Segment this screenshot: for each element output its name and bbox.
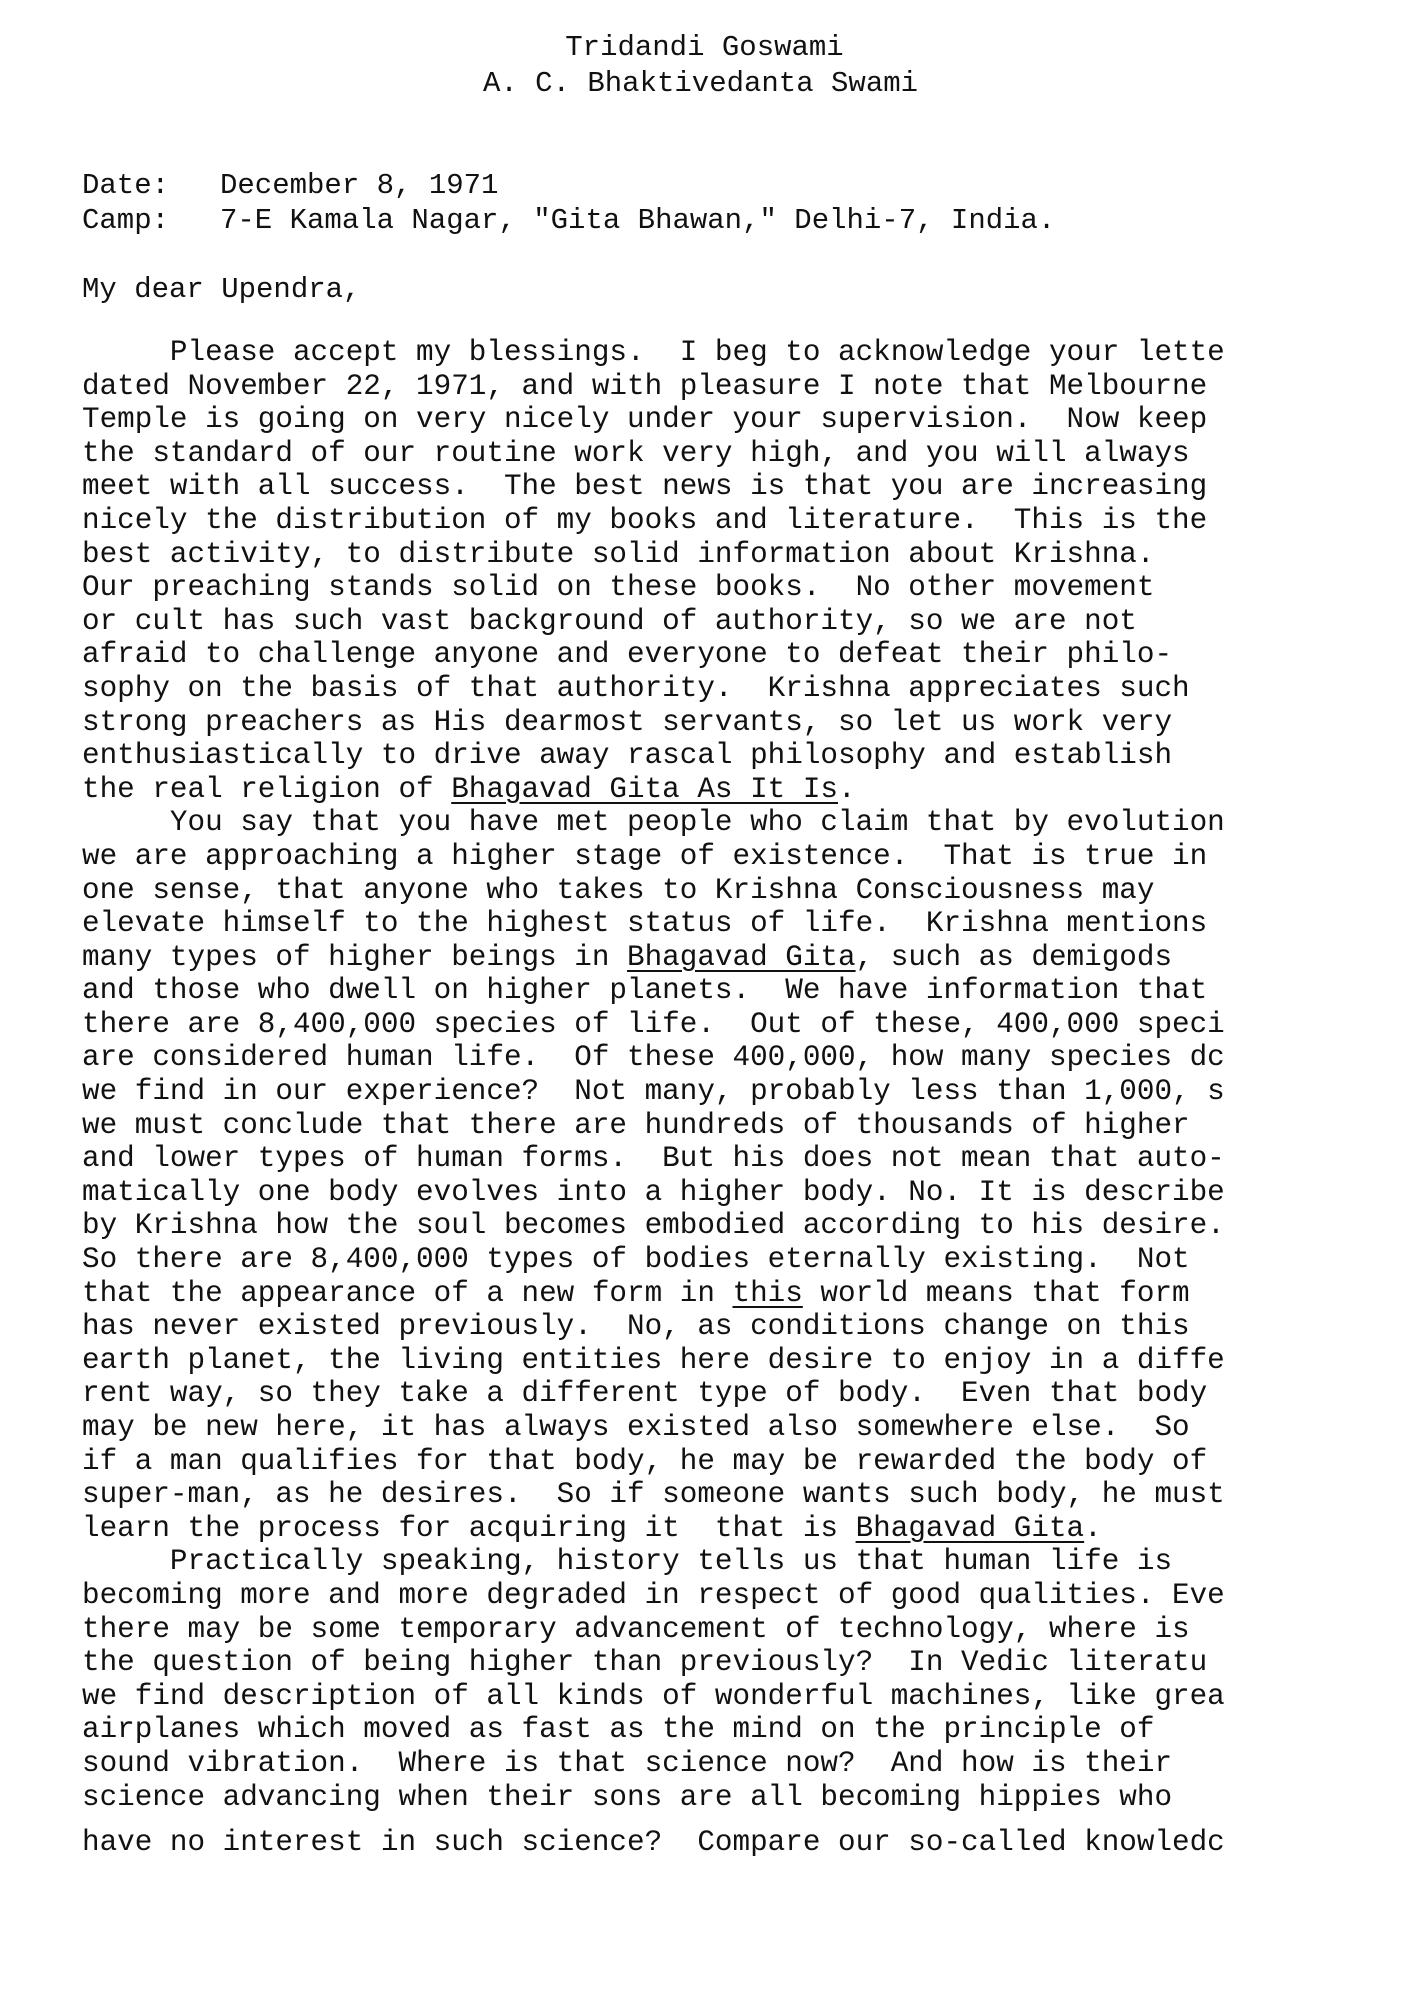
body-line: rent way, so they take a different type of body. Even that body [82,1377,1208,1411]
body-line: earth planet, the living entities here desire to enjoy in a diffe [82,1343,1225,1377]
body-line: strong preachers as His dearmost servants, so let us work very [82,705,1173,739]
body-line: dated November 22, 1971, and with pleasure I note that Melbourne [82,369,1208,403]
book-title-bgaii: Bhagavad Gita As It Is [451,772,838,806]
body-line [82,941,1401,975]
letterhead-title: Tridandi Goswami [565,31,844,64]
body-line: may be new here, it has always existed also somewhere else. So [82,1411,1190,1444]
body-line-text: learn the process for acquiring it that is [82,1511,856,1545]
body-line [82,1277,1401,1311]
body-line: meet with all success. The best news is that you are increasing [82,470,1208,504]
book-title-bg-2: Bhagavad Gita [855,1511,1085,1545]
body-line [82,1512,1401,1546]
body-line-tail: , such as demigods [855,940,1173,974]
camp-value: 7-E Kamala Nagar, "Gita Bhawan," Delhi-7, India. [220,204,1056,237]
body-line: and lower types of human forms. But his does not mean that auto- [82,1142,1225,1176]
body-line: if a man qualifies for that body, he may be rewarded the body of [82,1444,1208,1478]
body-line: Please accept my blessings. I beg to acknowledge your lette [82,336,1225,369]
body-line: one sense, that anyone who takes to Krishna Consciousness may [82,873,1155,907]
body-line: there may be some temporary advancement of technology, where is [82,1612,1190,1646]
body-line: the question of being higher than previously? In Vedic literatu [82,1646,1208,1680]
body-line: elevate himself to the highest status of life. Krishna mentions [82,907,1208,941]
body-line: You say that you have met people who claim that by evolution [82,806,1225,840]
emphasis-this: this [732,1276,803,1310]
date-label: Date: [82,169,170,202]
body-line-text: many types of higher beings in [82,940,628,974]
body-line: Our preaching stands solid on these books. No other movement [82,571,1155,605]
body-line: we find description of all kinds of wonderful machines, like grea [82,1679,1225,1713]
body-line: and those who dwell on higher planets. We have information that [82,974,1208,1008]
body-line: nicely the distribution of my books and literature. This is the [82,503,1208,537]
body-line: has never existed previously. No, as conditions change on this [82,1310,1190,1344]
camp-label: Camp: [82,204,170,237]
body-line: the standard of our routine work very high, and you will always [82,436,1190,470]
body-line-tail: . [1084,1511,1102,1545]
body-line: are considered human life. Of these 400,000, how many species dc [82,1041,1225,1075]
letter-meta [82,168,1055,238]
letterhead-name: A. C. Bhaktivedanta Swami [482,67,919,100]
body-line: or cult has such vast background of authority, so we are not [82,604,1137,638]
letter-body [82,336,1401,1860]
camp-row [82,203,1055,238]
body-line: there are 8,400,000 species of life. Out of these, 400,000 speci [82,1007,1225,1041]
body-line-text: the real religion of [82,772,452,806]
body-line: science advancing when their sons are all becoming hippies who [82,1780,1173,1814]
body-line: matically one body evolves into a higher body. No. It is describe [82,1175,1225,1209]
body-line: by Krishna how the soul becomes embodied according to his desire. [82,1209,1225,1243]
body-line-tail: . [838,772,856,806]
body-line: airplanes which moved as fast as the mind on the principle of [82,1713,1155,1747]
body-line: we find in our experience? Not many, probably less than 1,000, s [82,1075,1225,1109]
body-line-tail: world means that form [802,1276,1190,1310]
body-line: Temple is going on very nicely under your supervision. Now keep [82,403,1208,437]
body-line: sound vibration. Where is that science now? And how is their [82,1746,1173,1780]
body-line: So there are 8,400,000 types of bodies eternally existing. Not [82,1243,1190,1277]
body-line: we are approaching a higher stage of existence. That is true in [82,839,1208,873]
body-line: enthusiastically to drive away rascal philosophy and establish [82,739,1173,773]
body-line: afraid to challenge anyone and everyone to defeat their philo- [82,638,1173,672]
body-line-text: that the appearance of a new form in [82,1276,733,1310]
body-line: sophy on the basis of that authority. Krishna appreciates such [82,671,1190,705]
body-line: Practically speaking, history tells us that human life is [82,1545,1173,1579]
body-line [82,773,1401,807]
salutation: My dear Upendra, [82,273,361,306]
book-title-bg: Bhagavad Gita [627,940,856,974]
date-row [82,168,1055,203]
body-line: super-man, as he desires. So if someone wants such body, he must [82,1478,1225,1512]
body-line: we must conclude that there are hundreds of thousands of higher [82,1108,1190,1142]
body-line: becoming more and more degraded in respect of good qualities. Eve [82,1578,1225,1612]
body-line: have no interest in such science? Compare our so-called knowledc [82,1826,1225,1860]
date-value: December 8, 1971 [220,169,499,202]
letterhead [0,30,1401,102]
body-line: best activity, to distribute solid information about Krishna. [82,537,1155,571]
